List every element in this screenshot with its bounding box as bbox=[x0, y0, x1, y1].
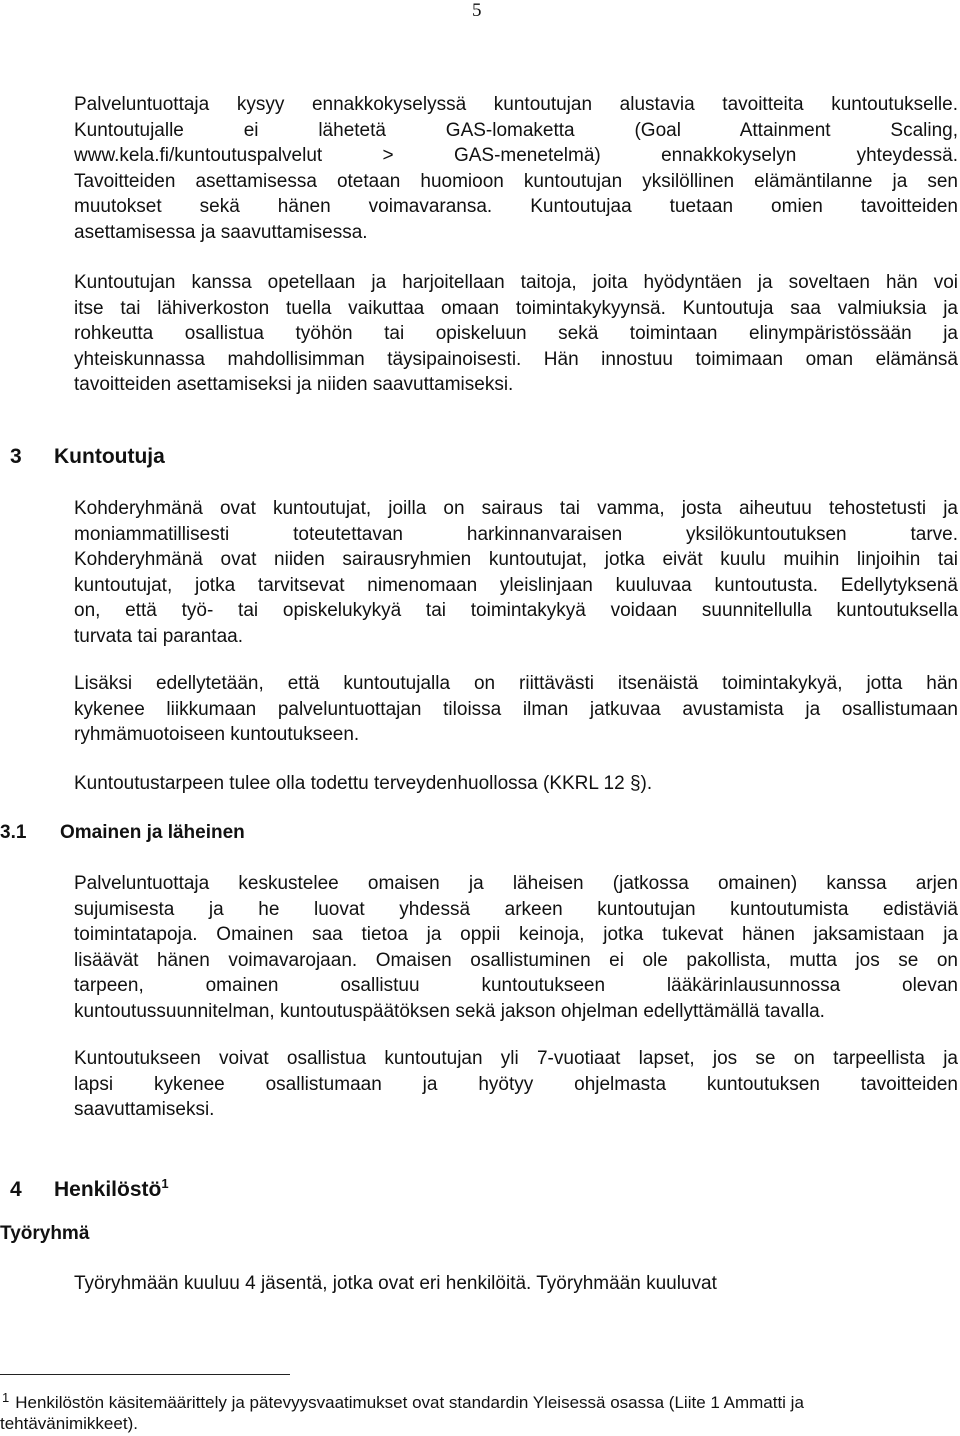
text-line: rohkeutta osallistua työhön tai opiskeluun sekä toimintaan elinympäristössään ja bbox=[74, 323, 958, 344]
text-line: saavuttamiseksi. bbox=[74, 1099, 215, 1120]
text-line: yhteiskunnassa mahdollisimman täysipainoisesti. Hän innostuu toimimaan oman elämänsä bbox=[74, 348, 958, 370]
text-line: Kuntoutustarpeen tulee olla todettu terveydenhuollossa (KKRL 12 §). bbox=[74, 773, 653, 794]
paragraph-children bbox=[74, 1046, 958, 1123]
section-number: 3 bbox=[10, 445, 22, 468]
text-line: itse tai lähiverkoston tuella vaikuttaa omaan toimintakykyynsä. Kuntoutuja saa valmiuksia ja bbox=[74, 297, 958, 319]
footnote-mark: 1 bbox=[2, 1390, 10, 1405]
section-number: 3.1 bbox=[0, 822, 27, 843]
footnote-divider bbox=[0, 1374, 290, 1375]
paragraph-skills bbox=[74, 270, 958, 398]
footnote-text-continued: tehtävänimikkeet). bbox=[0, 1414, 138, 1433]
text-line: Kuntoutujan kanssa opetellaan ja harjoitellaan taitoja, joita hyödyntäen ja soveltaen hän voi bbox=[74, 272, 958, 293]
text-line: on, että työ- tai opiskelukykyä tai toimintakykyä voidaan suunnitellulla kuntoutuksella bbox=[74, 600, 958, 621]
text-line: kuntoutujat, jotka tarvitsevat nimenomaan yleislinjaan kuuluvaa kuntoutusta. Edellytyksenä bbox=[74, 574, 958, 596]
paragraph-requirements bbox=[74, 671, 958, 748]
text-line: asettamisessa ja saavuttamisessa. bbox=[74, 221, 368, 243]
text-line: toimintatapoja. Omainen saa tietoa ja oppii keinoja, jotka tukevat hänen jaksamistaan ja bbox=[74, 924, 958, 945]
paragraph-target-group bbox=[74, 496, 958, 649]
text-line: tavoitteiden asettamiseksi ja niiden saavuttamiseksi. bbox=[74, 374, 514, 395]
text-line: Lisäksi edellytetään, että kuntoutujalla on riittävästi itsenäistä toimintakykyä, jotta hän bbox=[74, 673, 958, 694]
text-line: Tavoitteiden asettamisessa otetaan huomioon kuntoutujan yksilöllinen elämäntilanne ja sen bbox=[74, 170, 958, 192]
section-title: Henkilöstö bbox=[54, 1178, 162, 1201]
paragraph-relatives bbox=[74, 871, 958, 1024]
subheading-tyoryhma: Työryhmä bbox=[0, 1223, 90, 1244]
page-number: 5 bbox=[472, 0, 482, 21]
text-line: muutokset sekä hänen voimavaransa. Kuntoutujaa tuetaan omien tavoitteiden bbox=[74, 196, 958, 217]
text-line: Palveluntuottaja kysyy ennakkokyselyssä kuntoutujan alustavia tavoitteita kuntoutukselle. bbox=[74, 94, 958, 115]
text-line: Palveluntuottaja keskustelee omaisen ja läheisen (jatkossa omainen) kanssa arjen bbox=[74, 873, 958, 894]
section-heading-3-1 bbox=[0, 821, 245, 845]
text-line: sujumisesta ja he luovat yhdessä arkeen kuntoutujan kuntoutumista edistäviä bbox=[74, 898, 958, 920]
text-line: Kuntoutujalle ei lähetetä GAS-lomaketta (Goal Attainment Scaling, bbox=[74, 119, 958, 141]
section-heading-3 bbox=[10, 444, 165, 470]
section-heading-4 bbox=[10, 1171, 169, 1203]
text-line: kykenee liikkumaan palveluntuottajan tiloissa ilman jatkuvaa avustamista ja osallistumaan bbox=[74, 698, 958, 720]
text-line: Työryhmään kuuluu 4 jäsentä, jotka ovat eri henkilöitä. Työryhmään kuuluvat bbox=[74, 1273, 717, 1294]
text-line: lisäävät hänen voimavarojaan. Omaisen osallistuminen ei ole pakollista, mutta jos se on bbox=[74, 949, 958, 971]
text-line: tarpeen, omainen osallistuu kuntoutukseen lääkärinlausunnossa olevan bbox=[74, 975, 958, 996]
text-line: www.kela.fi/kuntoutuspalvelut > GAS-menetelmä) ennakkokyselyn yhteydessä. bbox=[74, 145, 958, 166]
paragraph-need bbox=[74, 771, 958, 797]
text-line: Kohderyhmänä ovat kuntoutujat, joilla on sairaus tai vamma, josta aiheutuu tehostetusti ja bbox=[74, 498, 958, 519]
footnote bbox=[0, 1387, 950, 1434]
text-line: lapsi kykenee osallistumaan ja hyötyy ohjelmasta kuntoutuksen tavoitteiden bbox=[74, 1073, 958, 1095]
text-line: ryhmämuotoiseen kuntoutukseen. bbox=[74, 724, 360, 745]
footnote-text: Henkilöstön käsitemäärittely ja pätevyysvaatimukset ovat standardin Yleisessä osassa (Liite 1 Ammatti ja bbox=[15, 1393, 804, 1412]
text-line: turvata tai parantaa. bbox=[74, 625, 243, 647]
section-title: Omainen ja läheinen bbox=[60, 822, 245, 843]
paragraph-goals bbox=[74, 92, 958, 245]
section-number: 4 bbox=[10, 1178, 22, 1201]
text-line: kuntoutussuunnitelman, kuntoutuspäätöksen sekä jakson ohjelman edellyttämällä tavalla. bbox=[74, 1000, 825, 1022]
text-line: Kuntoutukseen voivat osallistua kuntoutujan yli 7-vuotiaat lapset, jos se on tarpeellista ja bbox=[74, 1048, 958, 1069]
footnote-reference[interactable]: 1 bbox=[161, 1176, 169, 1191]
section-title: Kuntoutuja bbox=[54, 445, 165, 468]
paragraph-team bbox=[74, 1271, 958, 1297]
text-line: moniammatillisesti toteutettavan harkinnanvaraisen yksilökuntoutuksen tarve. bbox=[74, 523, 958, 545]
text-line: Kohderyhmänä ovat niiden sairausryhmien kuntoutujat, jotka eivät kuulu muihin linjoihin tai bbox=[74, 549, 958, 570]
